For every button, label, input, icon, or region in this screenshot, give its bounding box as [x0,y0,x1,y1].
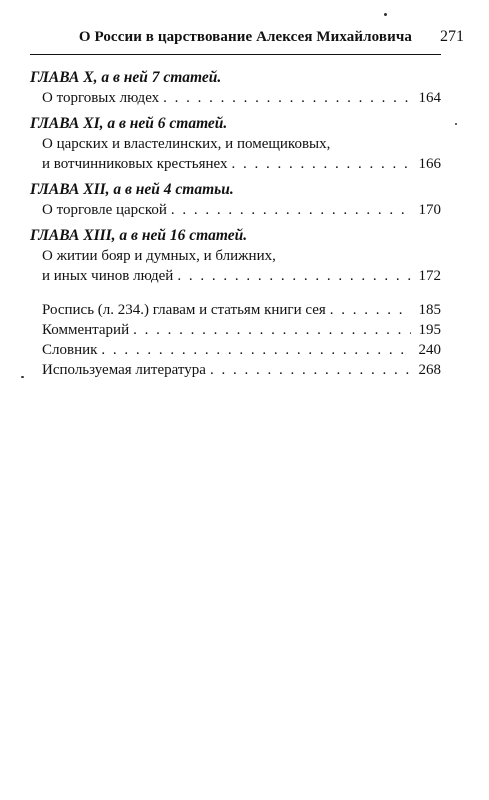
toc-entry-line [42,320,441,340]
toc-entry-text: и вотчинниковых крестьянех [42,156,228,172]
page-number: 271 [440,28,464,45]
dot-leader [210,360,411,380]
header-rule [30,54,441,55]
toc-entry-line [42,340,441,360]
toc-entry-text: О царских и властелинских, и помещиковых, [42,136,331,152]
toc-entry [30,200,441,220]
toc-entry-text: Словник [42,342,98,358]
toc-entry [30,246,441,286]
toc-entry-text: О торговле царской [42,202,167,218]
toc-entry [30,88,441,108]
dot-leader [133,320,411,340]
chapter-heading: ГЛАВА XI, а в ней 6 статей. [30,115,228,132]
toc-entry-line [42,200,441,220]
dot-leader [101,340,411,360]
running-title: О России в царствование Алексея Михайловича [78,29,412,45]
toc-entry-text: и иных чинов людей [42,268,174,284]
toc-entry-line [42,360,441,380]
toc-page-number: 170 [418,202,441,218]
toc-entry-line [42,134,441,154]
toc-entry-text: О торговых людех [42,90,160,106]
toc-entry-line [42,88,441,108]
toc-page-number: 240 [418,342,441,358]
running-header [30,26,468,48]
toc-entry-text: Используемая литература [42,362,206,378]
chapter-heading: ГЛАВА X, а в ней 7 статей. [30,69,222,86]
toc-entry-line [42,246,441,266]
toc-page-number: 268 [418,362,441,378]
scan-speck [455,123,457,125]
toc-entry-line [42,154,441,174]
toc-page-number: 172 [418,268,441,284]
toc-entry-line [42,266,441,286]
scan-speck [21,376,24,378]
toc-page-number: 195 [418,322,441,338]
toc-page-number: 166 [418,156,441,172]
toc-page-number: 164 [418,90,441,106]
chapter-heading: ГЛАВА XII, а в ней 4 статьи. [30,181,234,198]
chapter-heading: ГЛАВА XIII, а в ней 16 статей. [30,227,248,244]
toc-page-number: 185 [418,302,441,318]
dot-leader [163,88,411,108]
toc-entry-text: О житии бояр и думных, и ближних, [42,248,276,264]
appendix-entry [30,300,441,380]
toc-entry-text: Роспись (л. 234.) главам и статьям книги сея [42,302,326,318]
scan-speck [384,13,387,16]
table-of-contents [30,68,441,380]
dot-leader [330,300,411,320]
toc-entry-text: Комментарий [42,322,130,338]
toc-entry-line [42,300,441,320]
toc-entry [30,134,441,174]
dot-leader [231,154,411,174]
dot-leader [177,266,411,286]
dot-leader [171,200,411,220]
